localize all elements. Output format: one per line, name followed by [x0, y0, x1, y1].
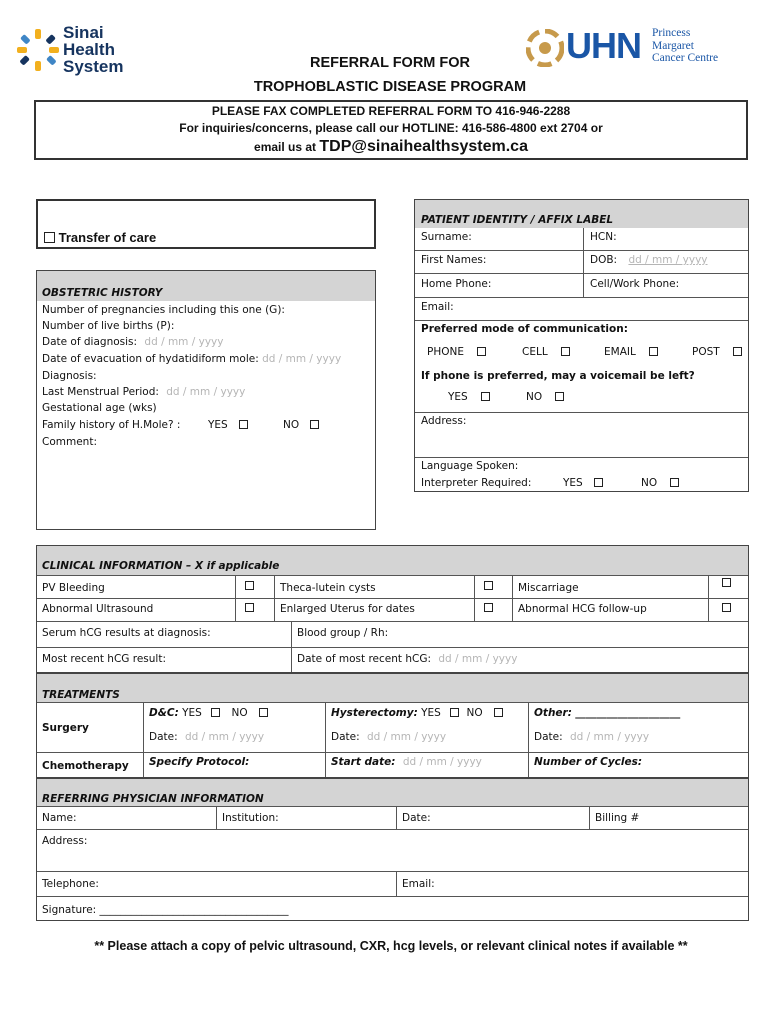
dob-label: DOB:: [590, 254, 618, 266]
form-title-line2: TROPHOBLASTIC DISEASE PROGRAM: [253, 79, 527, 95]
voicemail-yes-checkbox[interactable]: [481, 392, 490, 401]
dc-row: [149, 707, 268, 720]
gestational-age-field[interactable]: Gestational age (wks): [42, 402, 157, 414]
transfer-checkbox[interactable]: [44, 232, 55, 243]
patient-address-field[interactable]: Address:: [421, 415, 467, 427]
physician-signature-field[interactable]: Signature: ____________________________________: [42, 904, 289, 916]
mode-phone-option[interactable]: [427, 346, 486, 359]
dc-no-checkbox[interactable]: [259, 708, 268, 717]
interpreter-no-option[interactable]: [641, 477, 679, 490]
inquiries-line: For inquiries/concerns, please call our HOTLINE: 416-586-4800 ext 2704 or: [179, 121, 603, 135]
sinai-logo-line1: Sinai: [63, 23, 104, 42]
sinai-logo-line3: System: [63, 57, 124, 76]
physician-address-field[interactable]: Address:: [42, 835, 88, 847]
uhn-logo-line1: Princess: [652, 27, 691, 39]
transfer-label: Transfer of care: [58, 230, 157, 245]
other-label: Other:: [534, 707, 572, 719]
recent-hcg-date-label: Date of most recent hCG:: [297, 653, 432, 665]
fax-instruction: PLEASE FAX COMPLETED REFERRAL FORM TO 416-946-2288: [211, 104, 571, 118]
family-history-label: Family history of H.Mole? :: [42, 419, 181, 431]
chemotherapy-label: Chemotherapy: [42, 760, 129, 772]
dc-date-row: [149, 731, 264, 744]
interpreter-yes-label: YES: [563, 477, 583, 489]
physician-telephone-field[interactable]: Telephone:: [42, 878, 99, 890]
cell-work-phone-field[interactable]: Cell/Work Phone:: [590, 278, 680, 290]
surgery-label: Surgery: [42, 722, 89, 734]
mode-email-option[interactable]: [604, 346, 658, 359]
family-history-no-label: NO: [283, 419, 300, 431]
abnormal-ultrasound-label: Abnormal Ultrasound: [42, 603, 154, 615]
start-date-input[interactable]: dd / mm / yyyy: [402, 756, 482, 768]
diagnosis-date-label: Date of diagnosis:: [42, 336, 138, 348]
mode-phone-checkbox[interactable]: [477, 347, 486, 356]
physician-heading: REFERRING PHYSICIAN INFORMATION: [42, 793, 264, 805]
pv-bleeding-checkbox[interactable]: [245, 581, 254, 590]
mode-cell-checkbox[interactable]: [561, 347, 570, 356]
attachment-note: ** Please attach a copy of pelvic ultrasound, CXR, hcg levels, or relevant clinical notes if available **: [94, 939, 688, 953]
theca-lutein-label: Theca-lutein cysts: [280, 582, 376, 594]
diagnosis-field[interactable]: Diagnosis:: [42, 370, 97, 382]
dc-label: D&C:: [149, 707, 179, 719]
abnormal-hcg-checkbox[interactable]: [722, 603, 731, 612]
blood-group-field[interactable]: Blood group / Rh:: [297, 627, 389, 639]
physician-name-field[interactable]: Name:: [42, 812, 77, 824]
interpreter-yes-option[interactable]: [563, 477, 603, 490]
other-treatment-field[interactable]: [534, 707, 680, 720]
uhn-brand: UHN: [566, 25, 641, 66]
voicemail-no-option[interactable]: [526, 391, 564, 404]
hysterectomy-no-label: NO: [466, 707, 483, 719]
hysterectomy-date-row: [331, 731, 446, 744]
sinai-logo-line2: Health: [63, 40, 115, 59]
start-date-label: Start date:: [331, 756, 396, 768]
physician-date-field[interactable]: Date:: [402, 812, 431, 824]
physician-email-field[interactable]: Email:: [402, 878, 435, 890]
patient-email-field[interactable]: Email:: [421, 301, 454, 313]
other-date-input[interactable]: dd / mm / yyyy: [569, 731, 650, 743]
home-phone-field[interactable]: Home Phone:: [421, 278, 492, 290]
dob-input[interactable]: dd / mm / yyyy: [628, 254, 708, 266]
other-date-row: [534, 731, 649, 744]
cycles-field[interactable]: Number of Cycles:: [534, 756, 643, 768]
enlarged-uterus-label: Enlarged Uterus for dates: [280, 603, 415, 615]
enlarged-uterus-checkbox[interactable]: [484, 603, 493, 612]
surname-field[interactable]: Surname:: [421, 231, 472, 243]
theca-lutein-checkbox[interactable]: [484, 581, 493, 590]
mode-post-label: POST: [692, 346, 720, 358]
form-title-line1: REFERRAL FORM FOR: [309, 55, 471, 71]
uhn-logo-line3: Cancer Centre: [652, 52, 719, 64]
interpreter-no-checkbox[interactable]: [670, 478, 679, 487]
first-names-field[interactable]: First Names:: [421, 254, 487, 266]
dob-row: [590, 254, 708, 267]
voicemail-yes-option[interactable]: [448, 391, 490, 404]
obstetric-heading: OBSTETRIC HISTORY: [42, 287, 163, 299]
dc-no-label: NO: [231, 707, 248, 719]
clinical-heading: CLINICAL INFORMATION – X if applicable: [42, 560, 280, 572]
treatments-header-band: [37, 674, 748, 702]
other-date-label: Date:: [534, 731, 563, 743]
hysterectomy-yes-label: YES: [421, 707, 441, 719]
voicemail-no-label: NO: [526, 391, 543, 403]
interpreter-label: Interpreter Required:: [421, 477, 532, 489]
evacuation-date-row: [42, 353, 341, 366]
voicemail-no-checkbox[interactable]: [555, 392, 564, 401]
family-history-no-checkbox[interactable]: [310, 420, 319, 429]
dc-yes-label: YES: [182, 707, 202, 719]
voicemail-question: If phone is preferred, may a voicemail be left?: [421, 370, 695, 382]
family-history-no[interactable]: [283, 419, 319, 432]
mode-email-label: EMAIL: [604, 346, 636, 358]
abnormal-ultrasound-checkbox[interactable]: [245, 603, 254, 612]
serum-hcg-field[interactable]: Serum hCG results at diagnosis:: [42, 627, 211, 639]
abnormal-hcg-label: Abnormal HCG follow-up: [518, 603, 647, 615]
mode-post-checkbox[interactable]: [733, 347, 742, 356]
other-line: ____________________: [575, 707, 681, 719]
physician-institution-field[interactable]: Institution:: [222, 812, 279, 824]
protocol-field[interactable]: Specify Protocol:: [149, 756, 250, 768]
dc-yes-checkbox[interactable]: [211, 708, 220, 717]
family-history-yes[interactable]: [208, 419, 248, 432]
email-line: [34, 138, 748, 156]
mode-cell-option[interactable]: [522, 346, 570, 359]
family-history-yes-checkbox[interactable]: [239, 420, 248, 429]
transfer-of-care-option[interactable]: [44, 230, 156, 245]
diagnosis-date-row: [42, 336, 223, 349]
physician-billing-field[interactable]: Billing #: [595, 812, 640, 824]
mode-cell-label: CELL: [522, 346, 548, 358]
miscarriage-checkbox[interactable]: [722, 578, 731, 587]
hysterectomy-date-label: Date:: [331, 731, 360, 743]
lmp-row: [42, 386, 245, 399]
interpreter-no-label: NO: [641, 477, 658, 489]
start-date-row: [331, 756, 482, 769]
language-field[interactable]: Language Spoken:: [421, 460, 519, 472]
pregnancies-field[interactable]: Number of pregnancies including this one (G):: [42, 304, 285, 316]
dc-date-label: Date:: [149, 731, 178, 743]
lmp-label: Last Menstrual Period:: [42, 386, 159, 398]
recent-hcg-date-row: [297, 653, 517, 666]
mode-post-option[interactable]: [692, 346, 742, 359]
patient-heading: PATIENT IDENTITY / AFFIX LABEL: [421, 214, 614, 226]
recent-hcg-date-input[interactable]: dd / mm / yyyy: [438, 653, 518, 665]
evacuation-date-input[interactable]: dd / mm / yyyy: [262, 353, 342, 365]
mode-phone-label: PHONE: [427, 346, 464, 358]
voicemail-yes-label: YES: [448, 391, 468, 403]
recent-hcg-field[interactable]: Most recent hCG result:: [42, 653, 167, 665]
mode-email-checkbox[interactable]: [649, 347, 658, 356]
contact-email[interactable]: TDP@sinaihealthsystem.ca: [319, 138, 528, 155]
sinai-star-icon: [16, 28, 60, 72]
uhn-logo-line2: Margaret: [652, 39, 694, 52]
live-births-field[interactable]: Number of live births (P):: [42, 320, 175, 332]
lmp-input[interactable]: dd / mm / yyyy: [166, 386, 246, 398]
interpreter-yes-checkbox[interactable]: [594, 478, 603, 487]
family-history-yes-label: YES: [208, 419, 228, 431]
hysterectomy-label: Hysterectomy:: [331, 707, 418, 719]
hcn-field[interactable]: HCN:: [590, 231, 617, 243]
treatments-heading: TREATMENTS: [42, 689, 120, 701]
hysterectomy-yes-checkbox[interactable]: [450, 708, 459, 717]
dc-date-input[interactable]: dd / mm / yyyy: [184, 731, 265, 743]
email-prefix: email us at: [254, 140, 317, 154]
hysterectomy-row: [331, 707, 503, 720]
hysterectomy-date-input[interactable]: dd / mm / yyyy: [366, 731, 447, 743]
diagnosis-date-input[interactable]: dd / mm / yyyy: [144, 336, 224, 348]
sinai-logo: [16, 24, 131, 82]
comment-field[interactable]: Comment:: [42, 436, 97, 448]
evacuation-date-label: Date of evacuation of hydatidiform mole:: [42, 353, 259, 365]
pv-bleeding-label: PV Bleeding: [42, 582, 105, 594]
pref-mode-label: Preferred mode of communication:: [421, 323, 628, 335]
hysterectomy-no-checkbox[interactable]: [494, 708, 503, 717]
miscarriage-label: Miscarriage: [518, 582, 579, 594]
